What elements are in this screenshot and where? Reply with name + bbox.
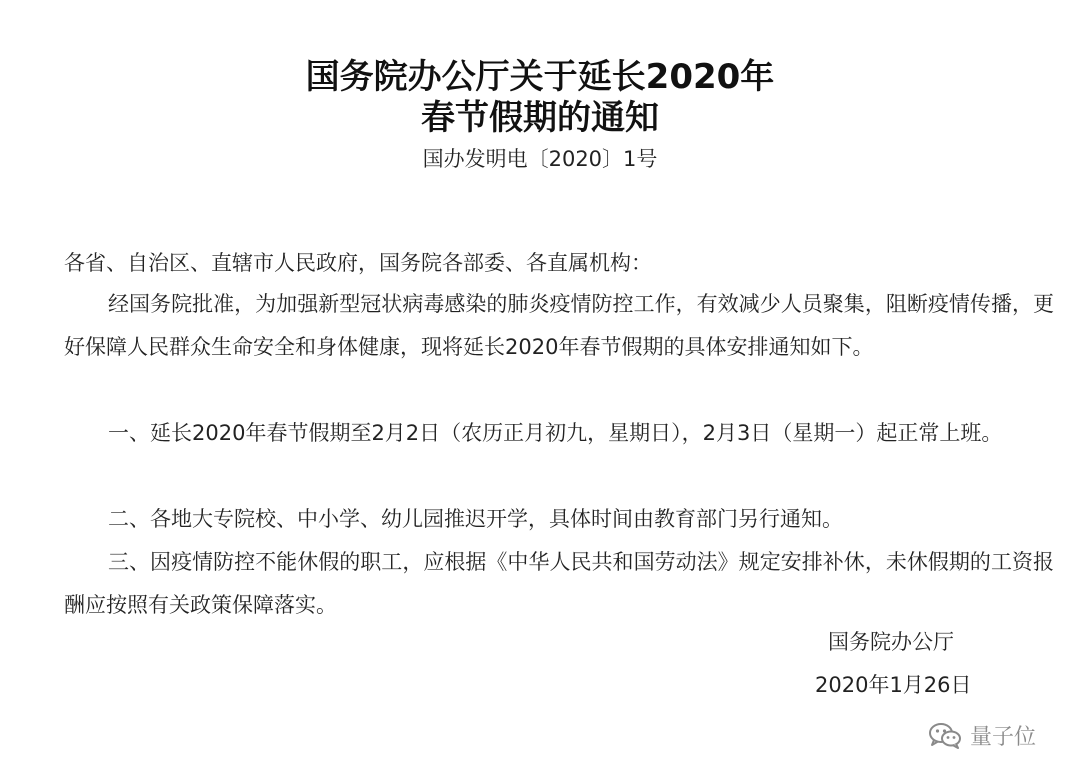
paragraph-item-1: 一、延长2020年春节假期至2月2日（农历正月初九，星期日），2月3日（星期一）起正常上班。 [108, 421, 1003, 445]
signature-org: 国务院办公厅 [828, 630, 954, 654]
document-number: 国办发明电〔2020〕1号 [422, 147, 658, 171]
paragraph-item-3: 三、因疫情防控不能休假的职工，应根据《中华人民共和国劳动法》规定安排补休，未休假期的工资报酬应按照有关政策保障落实。 [64, 550, 1054, 617]
document-title-line2: 春节假期的通知 [421, 98, 659, 138]
wechat-icon [928, 721, 962, 749]
salutation: 各省、自治区、直辖市人民政府，国务院各部委、各直属机构： [64, 251, 652, 275]
paragraph-intro: 经国务院批准，为加强新型冠状病毒感染的肺炎疫情防控工作，有效减少人员聚集，阻断疫情传播，更好保障人民群众生命安全和身体健康，现将延长2020年春节假期的具体安排通知如下。 [64, 292, 1054, 359]
watermark [928, 720, 1036, 750]
paragraph-item-2: 二、各地大专院校、中小学、幼儿园推迟开学，具体时间由教育部门另行通知。 [108, 507, 843, 531]
signature-date: 2020年1月26日 [815, 673, 972, 697]
document-title-line1: 国务院办公厅关于延长2020年 [305, 57, 775, 97]
watermark-text: 量子位 [970, 724, 1037, 750]
